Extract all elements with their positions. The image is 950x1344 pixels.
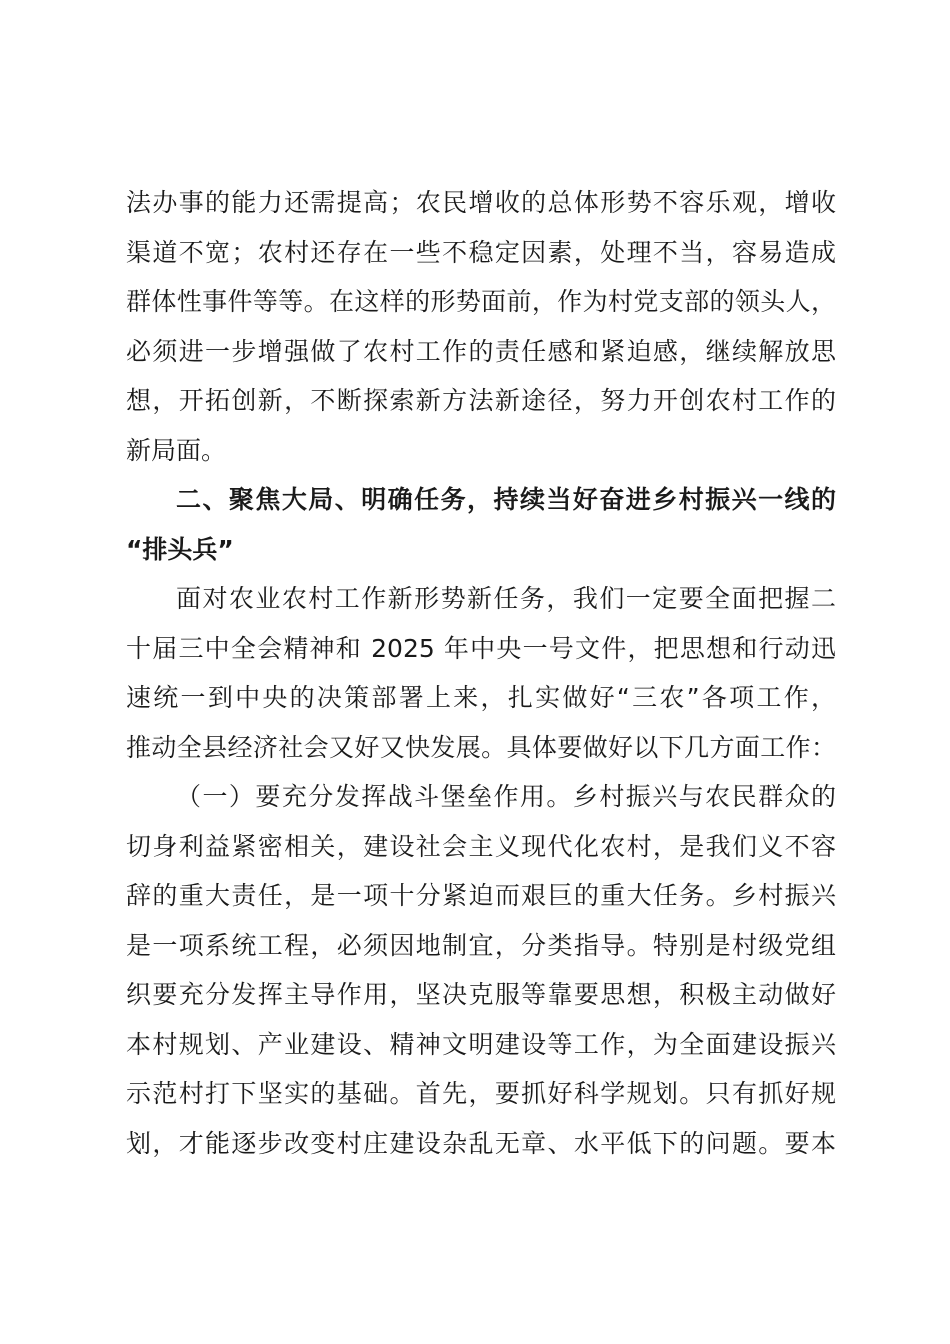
text-line: 想，开拓创新，不断探索新方法新途径，努力开创农村工作的 [126,386,836,415]
text-line: 辞的重大责任，是一项十分紧迫而艰巨的重大任务。乡村振兴 [126,881,836,910]
text-line: （一）要充分发挥战斗堡垒作用。乡村振兴与农民群众的 [176,782,836,811]
text-line: 速统一到中央的决策部署上来，扎实做好“三农”各项工作， [126,683,836,712]
body-text [126,178,836,1168]
text-line: 群体性事件等等。在这样的形势面前，作为村党支部的领头人， [126,287,836,316]
section-heading-line: 二、聚焦大局、明确任务，持续当好奋进乡村振兴一线的 [176,485,836,514]
text-line: 是一项系统工程，必须因地制宜，分类指导。特别是村级党组 [126,930,836,960]
text-line: 十届三中全会精神和 2025 年中央一号文件，把思想和行动迅 [126,633,836,663]
text-line: 推动全县经济社会又好又快发展。具体要做好以下几方面工作： [126,732,836,762]
text-line: 织要充分发挥主导作用，坚决克服等靠要思想，积极主动做好 [126,980,836,1009]
text-line: 本村规划、产业建设、精神文明建设等工作，为全面建设振兴 [126,1029,836,1059]
text-line: 划，才能逐步改变村庄建设杂乱无章、水平低下的问题。要本 [126,1128,836,1158]
text-line: 必须进一步增强做了农村工作的责任感和紧迫感，继续解放思 [126,336,836,366]
text-line: 面对农业农村工作新形势新任务，我们一定要全面把握二 [176,584,836,613]
text-line: 切身利益紧密相关，建设社会主义现代化农村，是我们义不容 [126,831,836,861]
text-line: 法办事的能力还需提高；农民增收的总体形势不容乐观，增收 [126,188,836,217]
text-line: 示范村打下坚实的基础。首先，要抓好科学规划。只有抓好规 [126,1079,836,1108]
section-heading-line: “排头兵” [126,534,234,564]
text-line: 渠道不宽；农村还存在一些不稳定因素，处理不当，容易造成 [126,237,836,267]
text-line: 新局面。 [126,435,227,465]
